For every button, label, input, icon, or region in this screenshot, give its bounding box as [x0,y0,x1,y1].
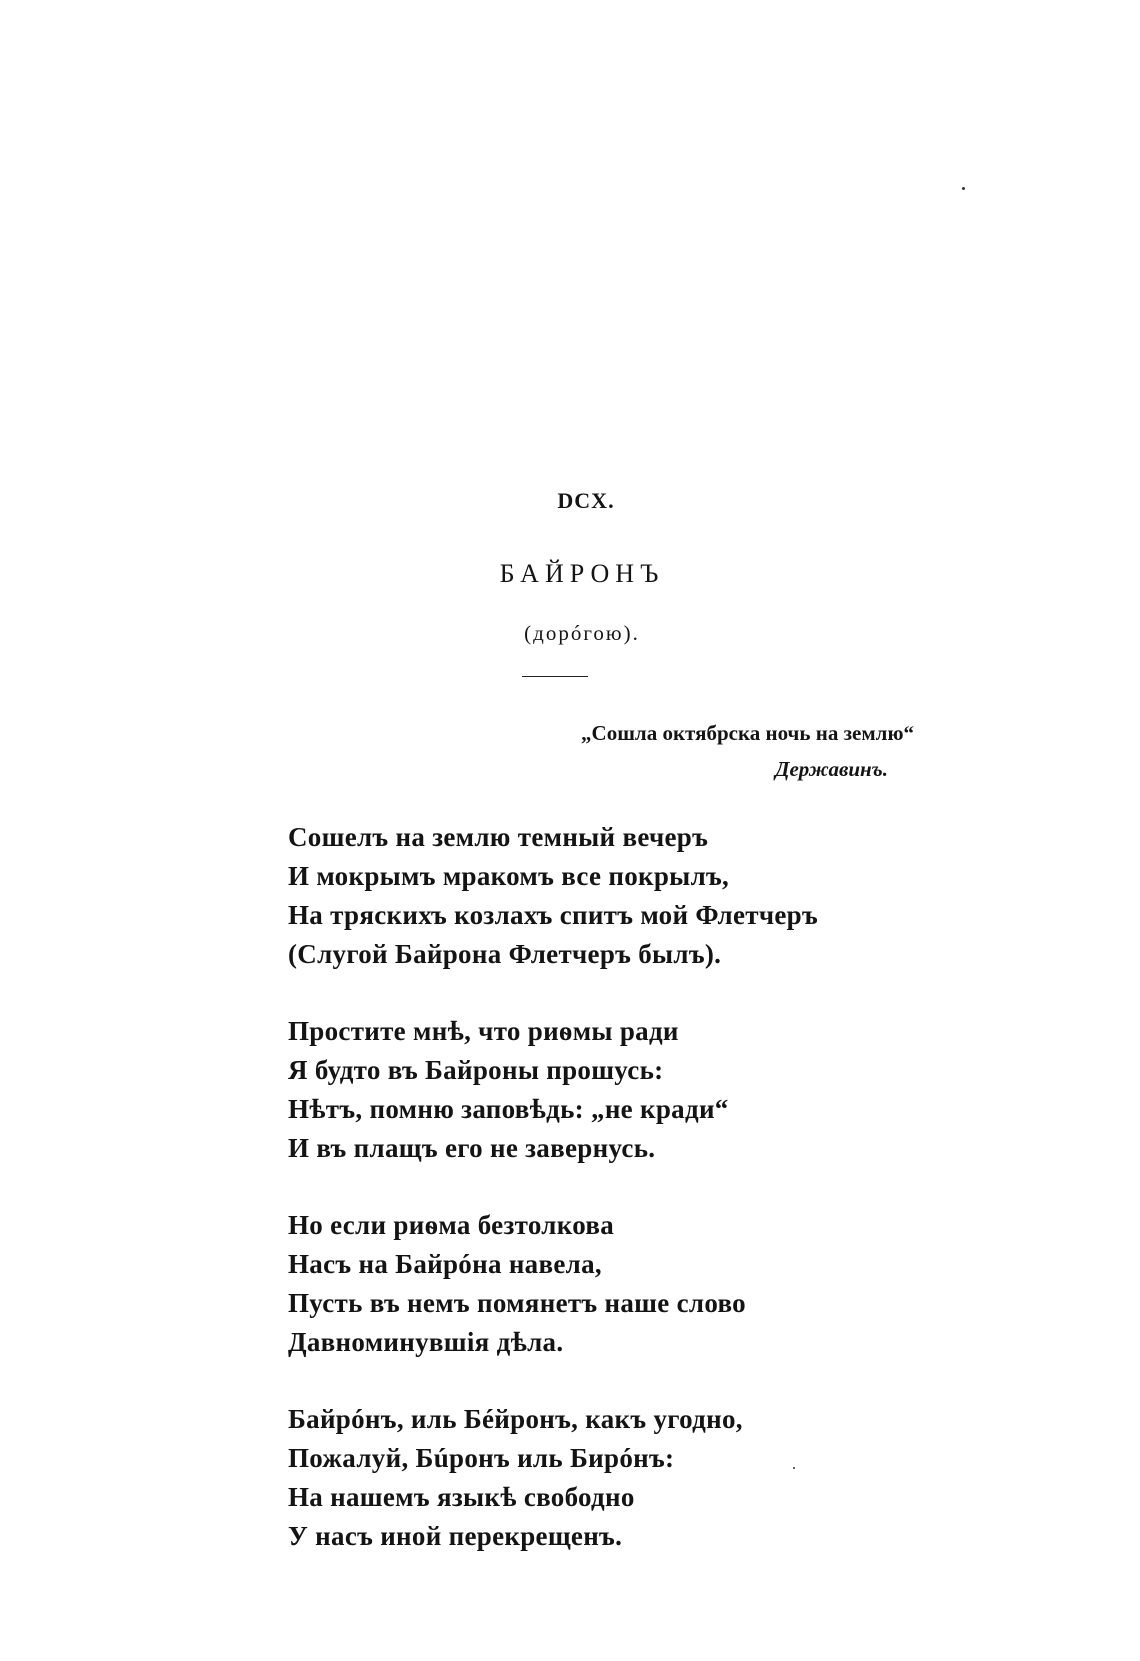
stanza [288,1012,928,1168]
poem-line: Насъ на Байрóна навела, [288,1249,602,1279]
poem-line: Я будто въ Байроны прошусь: [288,1055,664,1085]
stray-dot-mark [962,187,965,190]
poem-line: И въ плащъ его не завернусь. [288,1133,656,1163]
title-divider [522,676,588,677]
poem-line: Простите мнѣ, что риѳмы ради [288,1016,679,1046]
poem-line: (Слугой Байрона Флетчеръ былъ). [288,939,722,969]
poem-line: Байрóнъ, иль Бéйронъ, какъ угодно, [288,1404,743,1434]
epigraph-author: Державинъ. [775,757,888,781]
poem-line: Сошелъ на землю темный вечеръ [288,822,709,852]
poem-subtitle: (дорóгою). [524,621,640,645]
poem-line: На нашемъ языкѣ свободно [288,1482,635,1512]
poem-line: Но если риѳма безтолкова [288,1210,615,1240]
poem-line: Нѣтъ, помню заповѣдь: „не кради“ [288,1094,729,1124]
poem-line: У насъ иной перекрещенъ. [288,1521,623,1551]
poem-title: БАЙРОНЪ [499,559,665,588]
poem-line: Пожалуй, Бúронъ иль Бирóнъ: [288,1443,675,1473]
poem-line: Давноминувшія дѣла. [288,1327,564,1357]
stanza [288,1206,928,1362]
stanza [288,1400,928,1556]
epigraph-quote: „Сошла октябрска ночь на землю“ [581,721,914,745]
poem-line: И мокрымъ мракомъ все покрылъ, [288,861,730,891]
poem-line: На тряскихъ козлахъ спитъ мой Флетчеръ [288,900,818,930]
stanza [288,818,928,974]
poem-line: Пусть въ немъ помянетъ наше слово [288,1288,746,1318]
poem-body [288,818,928,1594]
poem-number: DCX. [557,488,615,513]
